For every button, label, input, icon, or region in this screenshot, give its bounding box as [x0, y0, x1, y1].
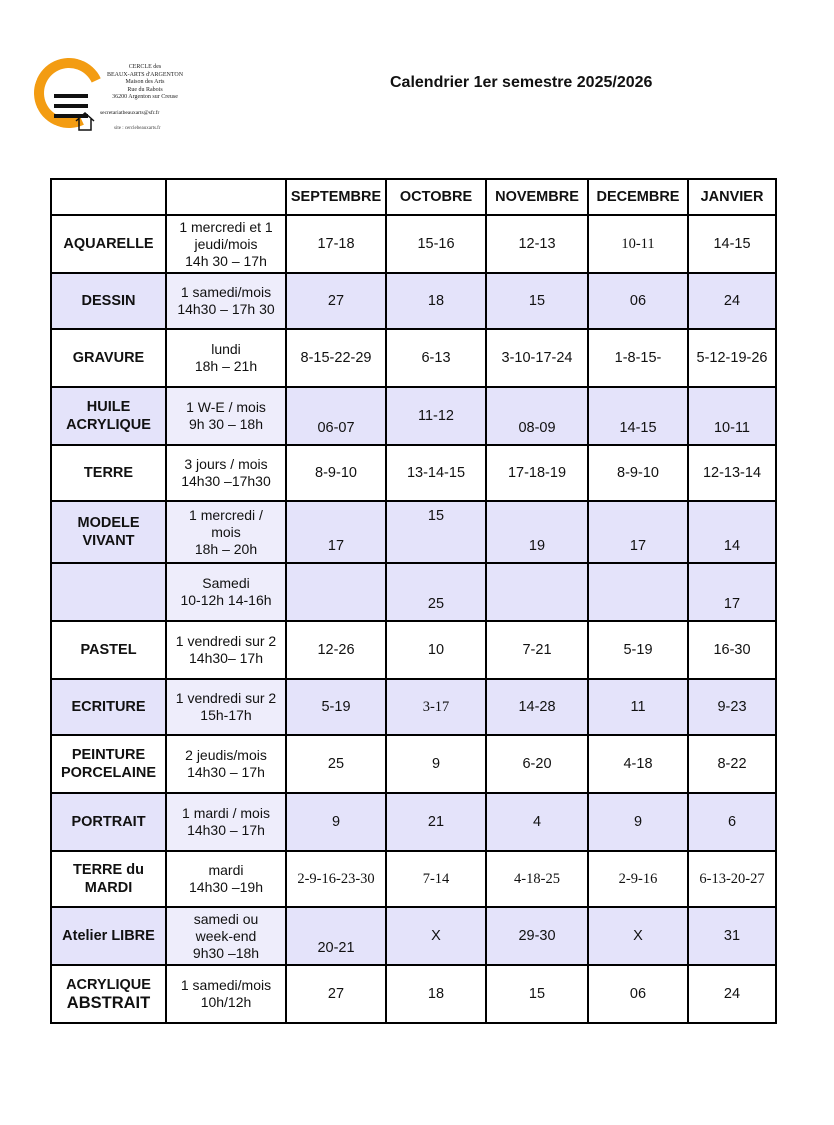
logo-line: 36200 Argenton sur Creuse [112, 94, 178, 100]
schedule-line: 1 mardi / mois [182, 805, 270, 821]
calendar-table [50, 178, 777, 1024]
schedule-cell [166, 563, 286, 621]
schedule-cell [166, 621, 286, 679]
activity-name: AQUARELLE [63, 236, 154, 252]
date-cell: X [386, 907, 486, 965]
table-row [51, 215, 776, 273]
date-cell: 10 [386, 621, 486, 679]
schedule-line: 1 samedi/mois [180, 977, 272, 993]
schedule-cell [166, 907, 286, 965]
date-cell: 8-9-10 [588, 445, 688, 501]
activity-cell [51, 387, 166, 445]
schedule-cell [166, 793, 286, 851]
activity-name: PASTEL [80, 642, 137, 658]
date-cell: 11 [588, 679, 688, 735]
activity-cell [51, 679, 166, 735]
date-cell: 9-23 [688, 679, 776, 735]
date-cell: 24 [688, 273, 776, 329]
table-row [51, 793, 776, 851]
date-cell: 6 [688, 793, 776, 851]
table-row [51, 387, 776, 445]
schedule-line: 18h – 21h [194, 358, 258, 374]
schedule-line: 15h-17h [200, 707, 252, 723]
date-cell: 3-10-17-24 [486, 329, 588, 387]
activity-cell [51, 621, 166, 679]
date-cell [486, 563, 588, 621]
header-month: JANVIER [688, 179, 776, 215]
date-cell: 16-30 [688, 621, 776, 679]
date-cell: 7-14 [386, 851, 486, 907]
activity-cell [51, 907, 166, 965]
date-cell: 4-18-25 [486, 851, 588, 907]
activity-name: ECRITURE [71, 699, 146, 715]
date-cell: 4-18 [588, 735, 688, 793]
schedule-line: mois [211, 523, 241, 540]
date-cell: 12-13-14 [688, 445, 776, 501]
activity-cell [51, 851, 166, 907]
date-cell: 1-8-15- [588, 329, 688, 387]
schedule-cell [166, 445, 286, 501]
header-month: SEPTEMBRE [286, 179, 386, 215]
activity-name: MARDI [84, 880, 133, 896]
house-icon [74, 110, 96, 132]
schedule-line: 1 mercredi et 1 [179, 218, 273, 235]
activity-cell [51, 793, 166, 851]
schedule-cell [166, 965, 286, 1023]
date-cell: 17 [286, 501, 386, 563]
schedule-line: week-end [195, 927, 257, 944]
date-cell: 11-12 [386, 387, 486, 445]
date-cell: 4 [486, 793, 588, 851]
logo-line: CERCLE des [128, 64, 162, 70]
date-cell: 6-13 [386, 329, 486, 387]
date-cell: 27 [286, 965, 386, 1023]
date-cell: 9 [386, 735, 486, 793]
date-cell: 24 [688, 965, 776, 1023]
date-cell: 08-09 [486, 387, 588, 445]
activity-cell [51, 735, 166, 793]
date-cell: 6-20 [486, 735, 588, 793]
header-month: DECEMBRE [588, 179, 688, 215]
logo-line: BEAUX-ARTS d'ARGENTON [106, 71, 184, 78]
date-cell: 6-13-20-27 [688, 851, 776, 907]
logo-line: Rue du Rabois [127, 86, 163, 93]
date-cell: 13-14-15 [386, 445, 486, 501]
schedule-line: 14h30 – 17h 30 [177, 301, 275, 317]
activity-name: PORTRAIT [71, 814, 146, 830]
date-cell: 17-18 [286, 215, 386, 273]
schedule-cell [166, 735, 286, 793]
logo-site: site : cerclebeauxarts.fr [114, 126, 161, 131]
header-month: NOVEMBRE [486, 179, 588, 215]
date-cell: 20-21 [286, 907, 386, 965]
schedule-line: 1 vendredi sur 2 [175, 633, 277, 649]
activity-cell [51, 273, 166, 329]
date-cell: 29-30 [486, 907, 588, 965]
activity-name: VIVANT [82, 533, 135, 549]
schedule-line: 2 jeudis/mois [185, 747, 267, 763]
schedule-line: 9h30 –18h [192, 944, 260, 961]
schedule-line: 14h30– 17h [189, 650, 263, 666]
date-cell: 14-28 [486, 679, 588, 735]
activity-name: DESSIN [81, 293, 136, 309]
date-cell: 19 [486, 501, 588, 563]
schedule-line: Samedi [202, 575, 250, 591]
schedule-cell [166, 501, 286, 563]
activity-cell [51, 501, 166, 563]
date-cell: 14-15 [688, 215, 776, 273]
table-row [51, 621, 776, 679]
table-row [51, 501, 776, 563]
schedule-cell [166, 851, 286, 907]
date-cell: 25 [286, 735, 386, 793]
schedule-line: 1 mercredi / [189, 506, 263, 523]
date-cell: 14 [688, 501, 776, 563]
date-cell: 18 [386, 965, 486, 1023]
date-cell: 15-16 [386, 215, 486, 273]
table-row [51, 679, 776, 735]
activity-name: PEINTURE [71, 747, 146, 763]
date-cell: 5-19 [286, 679, 386, 735]
header-row [51, 179, 776, 215]
schedule-line: 10h/12h [200, 994, 252, 1010]
date-cell: 17-18-19 [486, 445, 588, 501]
activity-name: ACRYLIQUE [66, 417, 151, 433]
table-row [51, 735, 776, 793]
activity-name: TERRE du [73, 862, 144, 878]
activity-name: TERRE [83, 465, 134, 481]
table-row [51, 445, 776, 501]
schedule-line: 14h 30 – 17h [185, 252, 267, 269]
table-row [51, 907, 776, 965]
activity-name: PORCELAINE [60, 765, 157, 781]
date-cell: 10-11 [588, 215, 688, 273]
club-logo [34, 56, 184, 146]
activity-name: ACRYLIQUE [66, 977, 151, 993]
schedule-line: 1 samedi/mois [180, 284, 272, 300]
schedule-line: samedi ou [193, 910, 259, 927]
schedule-line: jeudi/mois [194, 235, 258, 252]
schedule-line: 10-12h 14-16h [180, 592, 272, 608]
schedule-cell [166, 273, 286, 329]
schedule-line: 3 jours / mois [184, 456, 268, 472]
table-row [51, 851, 776, 907]
schedule-cell [166, 215, 286, 273]
schedule-line: 14h30 – 17h [187, 764, 265, 780]
schedule-cell [166, 679, 286, 735]
activity-name: Atelier LIBRE [62, 928, 155, 944]
logo-line: Maison des Arts [125, 79, 165, 85]
date-cell: 15 [486, 965, 588, 1023]
date-cell: 12-26 [286, 621, 386, 679]
schedule-line: 1 W-E / mois [186, 399, 266, 415]
schedule-cell [166, 387, 286, 445]
activity-cell [51, 563, 166, 621]
date-cell [588, 563, 688, 621]
date-cell: 31 [688, 907, 776, 965]
date-cell: 2-9-16 [588, 851, 688, 907]
date-cell: 8-15-22-29 [286, 329, 386, 387]
date-cell: 9 [588, 793, 688, 851]
table-row [51, 329, 776, 387]
date-cell: 14-15 [588, 387, 688, 445]
date-cell: 3-17 [386, 679, 486, 735]
table-row [51, 965, 776, 1023]
date-cell: 7-21 [486, 621, 588, 679]
schedule-line: lundi [211, 341, 241, 357]
date-cell: 06-07 [286, 387, 386, 445]
date-cell: 15 [486, 273, 588, 329]
date-cell: 5-19 [588, 621, 688, 679]
date-cell: 06 [588, 965, 688, 1023]
date-cell: 8-9-10 [286, 445, 386, 501]
activity-cell [51, 965, 166, 1023]
date-cell: 2-9-16-23-30 [286, 851, 386, 907]
logo-text [96, 64, 194, 102]
activity-cell [51, 445, 166, 501]
date-cell: 27 [286, 273, 386, 329]
schedule-line: 14h30 –19h [189, 879, 263, 895]
activity-cell [51, 329, 166, 387]
date-cell: 18 [386, 273, 486, 329]
schedule-line: 14h30 –17h30 [181, 473, 271, 489]
date-cell: 15 [386, 501, 486, 563]
date-cell: 5-12-19-26 [688, 329, 776, 387]
date-cell: 17 [688, 563, 776, 621]
schedule-line: mardi [208, 862, 244, 878]
header-cell [51, 179, 166, 215]
date-cell: 06 [588, 273, 688, 329]
date-cell: 21 [386, 793, 486, 851]
header-month: OCTOBRE [386, 179, 486, 215]
activity-name: GRAVURE [72, 350, 145, 366]
date-cell: 17 [588, 501, 688, 563]
activity-name: MODELE [77, 515, 140, 531]
date-cell: 10-11 [688, 387, 776, 445]
header-cell [166, 179, 286, 215]
date-cell: X [588, 907, 688, 965]
date-cell: 25 [386, 563, 486, 621]
table-row [51, 563, 776, 621]
activity-cell [51, 215, 166, 273]
activity-name: HUILE [86, 399, 131, 415]
schedule-line: 1 vendredi sur 2 [175, 690, 277, 706]
schedule-line: 18h – 20h [194, 540, 258, 557]
date-cell: 12-13 [486, 215, 588, 273]
page-title: Calendrier 1er semestre 2025/2026 [390, 74, 653, 91]
schedule-line: 9h 30 – 18h [189, 416, 263, 432]
schedule-cell [166, 329, 286, 387]
activity-name: ABSTRAIT [66, 994, 151, 1012]
schedule-line: 14h30 – 17h [187, 822, 265, 838]
logo-email: secretariatbeauxarts@sfr.fr [100, 110, 160, 116]
table-row [51, 273, 776, 329]
date-cell [286, 563, 386, 621]
date-cell: 9 [286, 793, 386, 851]
date-cell: 8-22 [688, 735, 776, 793]
